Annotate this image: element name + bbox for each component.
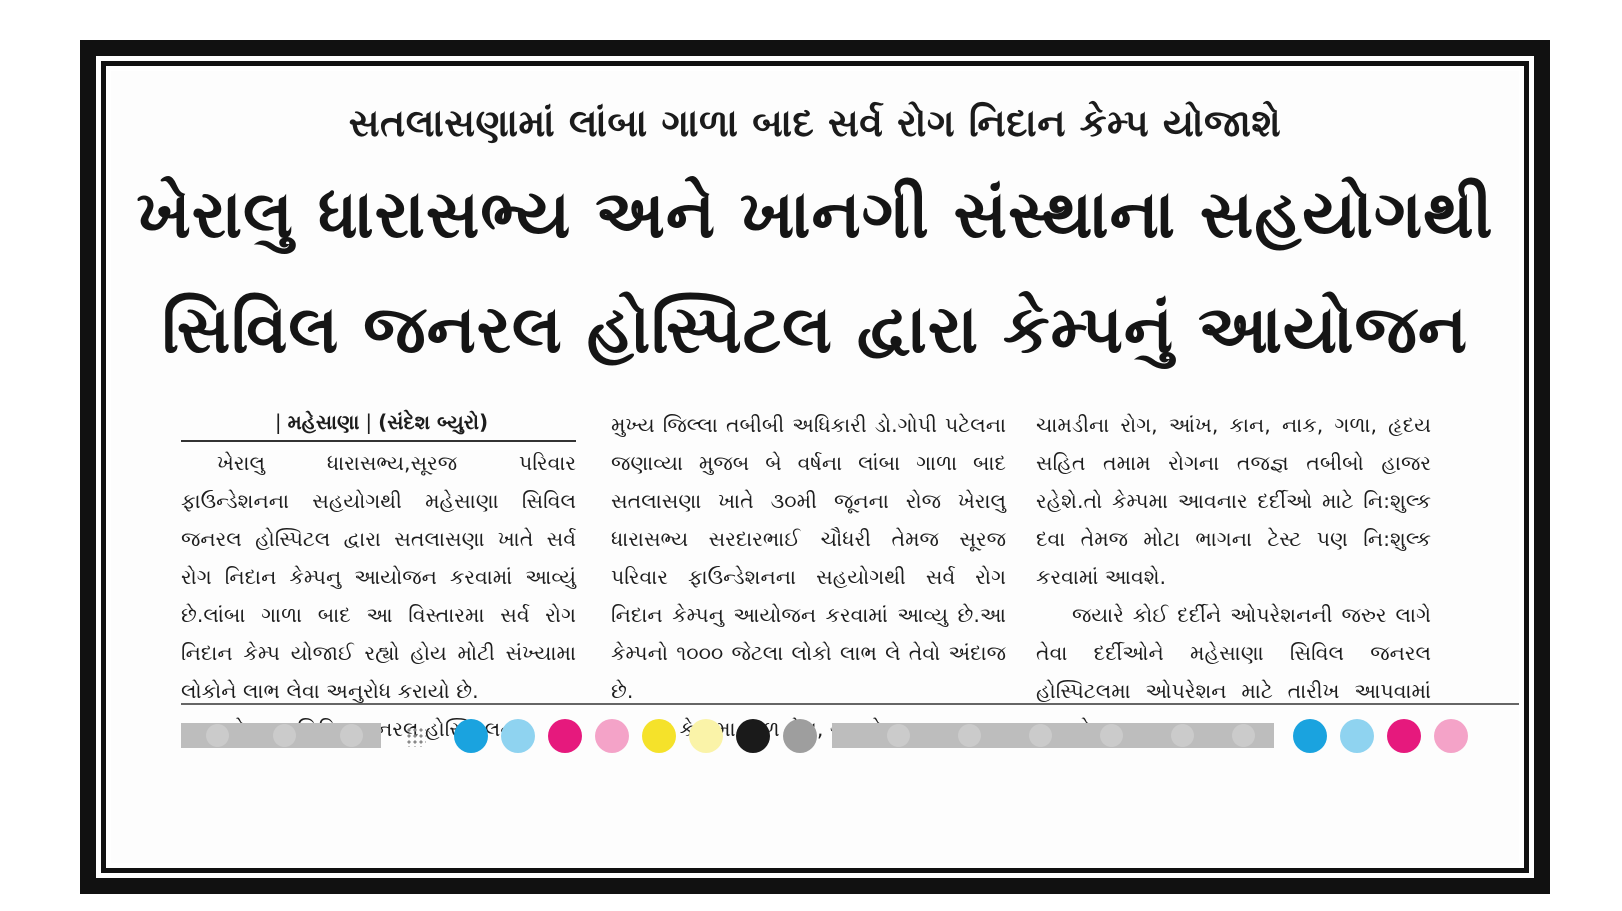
frame-gap <box>96 56 1534 878</box>
column-1-paragraph-1: ખેરાલુ ધારાસભ્ય,સૂરજ પરિવાર ફાઉન્ડેશનના સહયોગથી મહેસાણા સિવિલ જનરલ હોસ્પિટલ દ્વારા સતલાસણા ખાતે સર્વ રોગ નિદાન કેમ્પનુ આયોજન કરવામાં આવ્યું છે.લાંબા ગાળા બાદ આ વિસ્તારમા સર્વ રોગ નિદાન કેમ્પ યોજાઈ રહ્યો હોય મોટી સંખ્યામા લોકોને લાભ લેવા અનુરોધ કરાયો છે. <box>181 451 576 703</box>
headline-line-1: ખેરાલુ ધારાસભ્ય અને ખાનગી સંસ્થાના સહયોગથી <box>136 176 1494 253</box>
article-column-3 <box>1036 406 1431 748</box>
column-3-paragraph-2: જયારે કોઈ દર્દીને ઓપરેશનની જરુર લાગે તેવા દર્દીઓને મહેસાણા સિવિલ જનરલ હોસ્પિટલમા ઓપરેશન માટે તારીખ આપવામાં <box>1036 603 1431 703</box>
strip-dot <box>273 724 296 747</box>
light-cyan-swatch <box>501 719 535 753</box>
strip-dot <box>340 724 363 747</box>
strip-dot <box>887 724 910 747</box>
light-magenta-swatch <box>1434 719 1468 753</box>
clipping-border <box>101 61 1529 873</box>
strip-dot <box>1029 724 1052 747</box>
headline-line-2: સિવિલ જનરલ હોસ્પિટલ દ્વારા કેમ્પનું આયોજન <box>161 291 1469 368</box>
light-yellow-swatch <box>689 719 723 753</box>
column-1-paragraph-2: જનરલ <box>357 717 419 741</box>
black-swatch <box>736 719 770 753</box>
article-column-1 <box>181 406 576 748</box>
strip-dot <box>1232 724 1255 747</box>
bottom-rule <box>181 703 1519 705</box>
magenta-swatch <box>1387 719 1421 753</box>
cyan-swatch <box>454 719 488 753</box>
strip-dot <box>1171 724 1194 747</box>
registration-mark <box>406 727 426 747</box>
strip-dot <box>1100 724 1123 747</box>
article-column-2 <box>611 406 1006 748</box>
strip-dot <box>206 724 229 747</box>
magenta-swatch <box>548 719 582 753</box>
dateline-place: મહેસાણા <box>287 410 360 434</box>
light-magenta-swatch <box>595 719 629 753</box>
gray-swatch <box>783 719 817 753</box>
article-kicker: સતલાસણામાં લાંબા ગાળા બાદ સર્વ રોગ નિદાન કેમ્પ યોજાશે <box>348 101 1282 145</box>
newspaper-clipping <box>111 71 1519 863</box>
light-cyan-swatch <box>1340 719 1374 753</box>
dateline: | મહેસાણા | (સંદેશ બ્યુરો) <box>181 406 576 442</box>
yellow-swatch <box>642 719 676 753</box>
dateline-source: (સંદેશ બ્યુરો) <box>378 410 489 434</box>
column-3-paragraph-1: ચામડીના રોગ, આંખ, કાન, નાક, ગળા, હૃદય સહિત તમામ રોગના તજજ્ઞ તબીબો હાજર રહેશે.તો કેમ્પમા આવનાર દર્દીઓ માટે નિ:શુલ્ક દવા તેમજ મોટા ભાગના ટેસ્ટ પણ નિ:શુલ્ક કરવામાં આવશે. <box>1036 413 1431 589</box>
clipping-frame <box>80 40 1550 894</box>
gray-scale-strip <box>832 723 1274 748</box>
cyan-swatch <box>1293 719 1327 753</box>
column-2-paragraph-1: મુખ્ય જિલ્લા તબીબી અધિકારી ડો.ગોપી પટેલના જણાવ્યા મુજબ બે વર્ષના લાંબા ગાળા બાદ સતલાસણા ખાતે ૩૦મી જૂનના રોજ ખેરાલુ ધારાસભ્ય સરદારભાઈ ચૌધરી તેમજ સૂરજ પરિવાર ફાઉન્ડેશનના સહયોગથી સર્વ રોગ નિદાન કેમ્પનુ આયોજન કરવામાં આવ્યુ છે.આ કેમ્પનો ૧૦૦૦ જેટલા લોકો લાભ લે તેવો અંદાજ છે. <box>611 413 1006 703</box>
strip-dot <box>958 724 981 747</box>
gray-scale-strip <box>181 723 381 748</box>
print-color-bar <box>181 717 1519 757</box>
